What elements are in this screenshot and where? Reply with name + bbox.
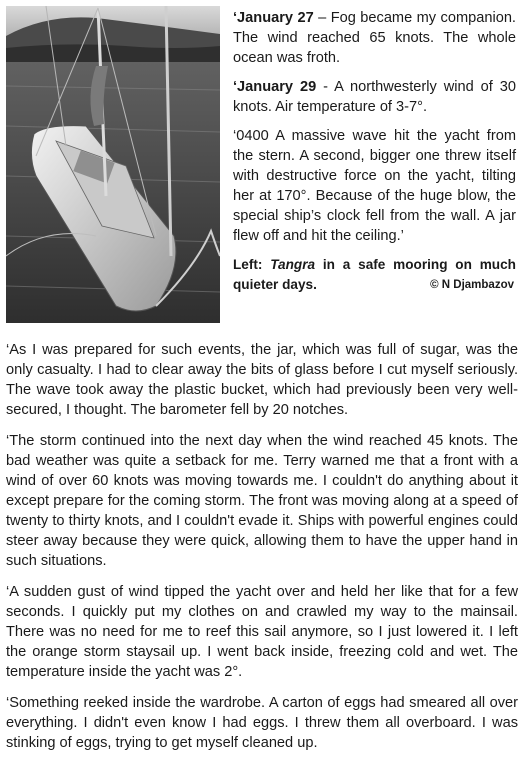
- sailboat-photo: [6, 6, 220, 323]
- photo-caption: [233, 255, 516, 295]
- entry-0400: ‘0400 A massive wave hit the yacht from the stern. A second, bigger one threw itself with destructive force on the yacht, tilting her at 170°. Because of the huge blow, the special ship’s clock fell from the wall. A jar flew off and hit the ceiling.’: [233, 128, 516, 244]
- entry-january-29: [233, 77, 516, 117]
- entry-date: ‘January 29: [233, 79, 317, 95]
- paragraph: ‘The storm continued into the next day when the wind reached 45 knots. The bad weather was quite a setback for me. Terry warned me that a front with a wind of over 60 knots was moving towards me. I couldn't do anything about it except prepare for the coming storm. The front was moving along at a speed of twenty to thirty knots, and I couldn't evade it. Ships with powerful engines could steer away because they were quick, allowing them to have the upper hand in such situations.: [6, 433, 518, 569]
- paragraph: ‘A sudden gust of wind tipped the yacht over and held her like that for a few seconds. I quickly put my clothes on and crawled my way to the mainsail. There was no need for me to reef this sail anymore, so I just lowered it. I left the orange storm staysail up. I went back inside, freezing cold and wet. The temperature inside the yacht was 2°.: [6, 584, 518, 680]
- entry-text: – Fog became my companion. The wind reached 65 knots. The whole ocean was froth.: [233, 10, 516, 66]
- entry-text: - A northwesterly wind of 30 knots. Air temperature of 3-7°.: [233, 79, 516, 115]
- sailboat-photo-icon: [6, 6, 220, 323]
- paragraph: ‘As I was prepared for such events, the jar, which was full of sugar, was the only casualty. I had to clear away the bits of glass before I cut myself seriously. The wave took away the plastic bucket, which had previously been very well-secured, I thought. The barometer fell by 20 notches.: [6, 342, 518, 418]
- caption-boat-name: Tangra: [270, 257, 316, 272]
- entry-date: ‘January 27: [233, 10, 314, 26]
- caption-prefix: Left:: [233, 257, 271, 272]
- photo-credit: © N Djambazov: [430, 279, 514, 291]
- entry-january-27: [233, 8, 516, 68]
- paragraph: ‘Something reeked inside the wardrobe. A carton of eggs had smeared all over everything. I didn't even know I had eggs. I threw them all overboard. I was stinking of eggs, trying to get myself cleaned up.: [6, 695, 518, 751]
- caption-text: in a safe mooring on much quieter days: [233, 257, 516, 292]
- side-column: [233, 8, 516, 295]
- caption-period: .: [313, 277, 317, 292]
- main-text: [6, 340, 518, 764]
